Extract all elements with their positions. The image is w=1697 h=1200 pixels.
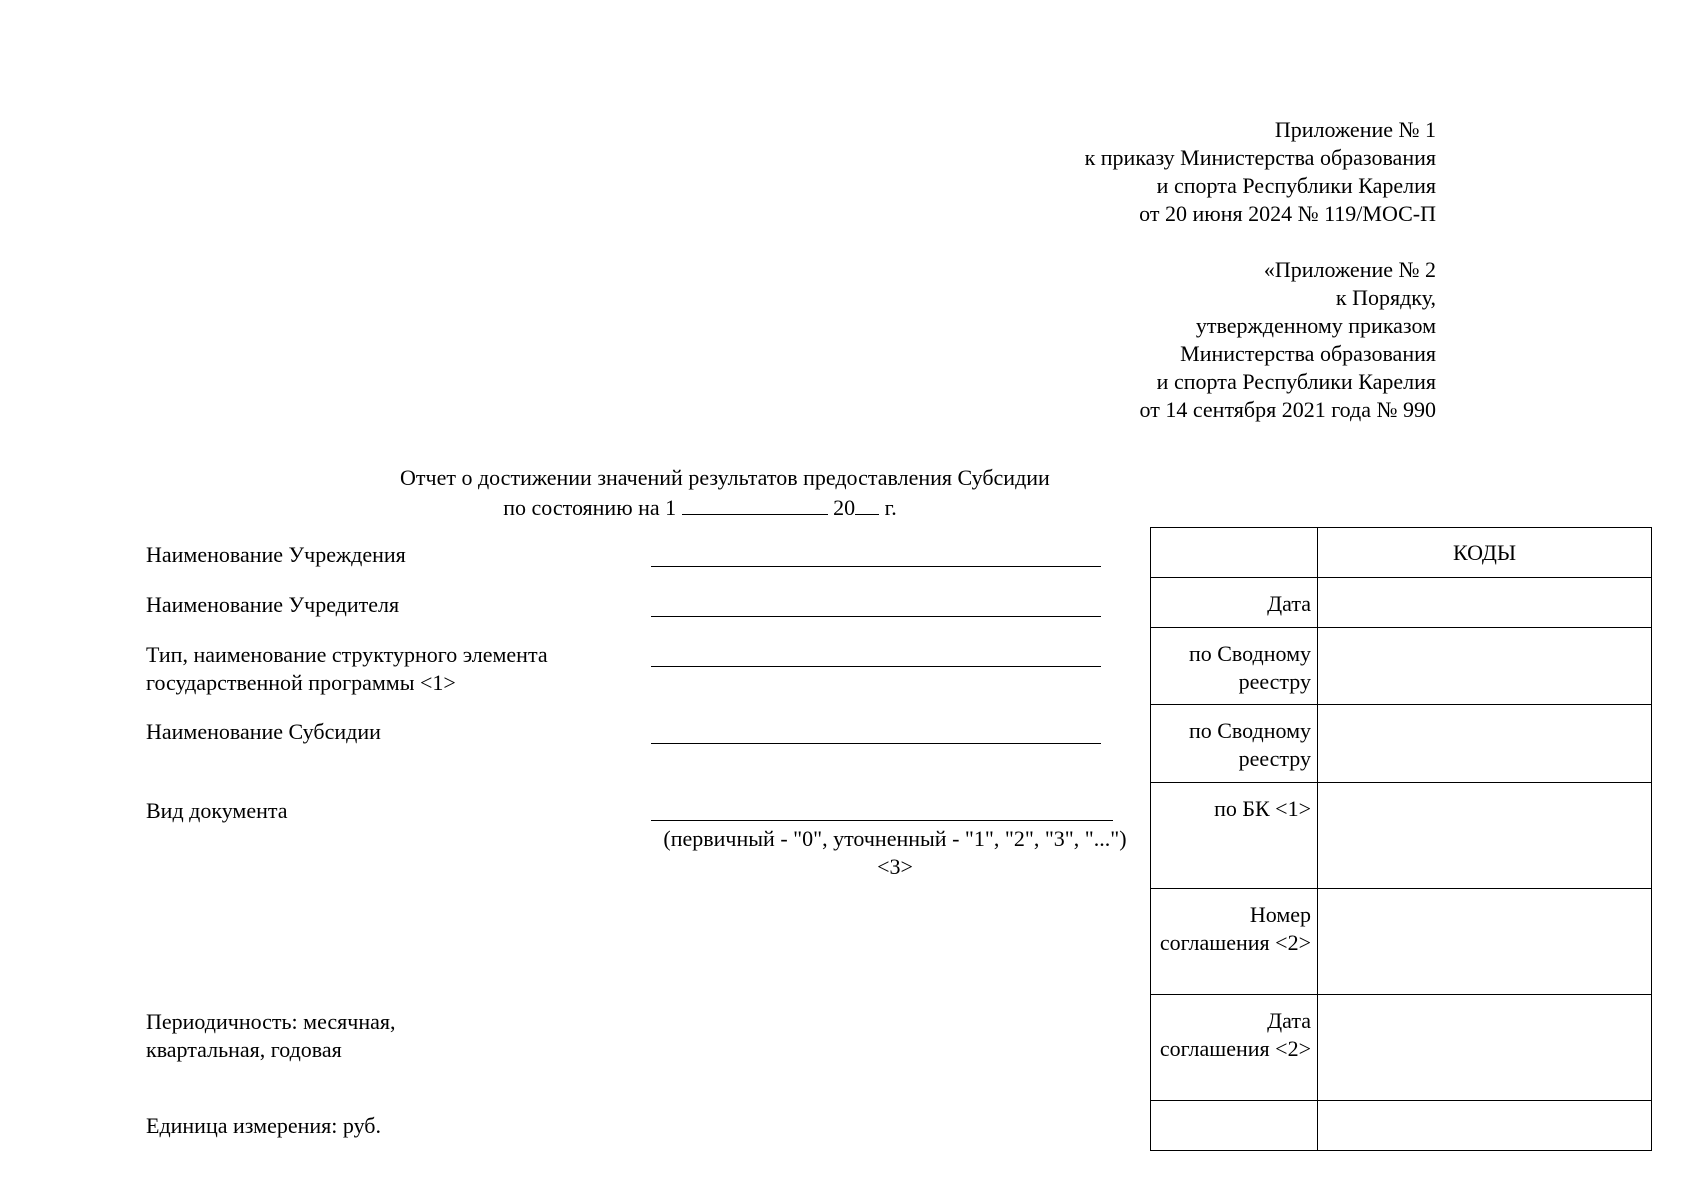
codes-row-value[interactable] <box>1318 705 1652 783</box>
appendix-2-line: от 14 сентября 2021 года № 990 <box>1139 397 1436 422</box>
codes-row-label: по БК <1> <box>1151 783 1318 889</box>
periodicity-label-line: Периодичность: месячная, <box>146 1009 396 1034</box>
appendix-1-line: и спорта Республики Карелия <box>1156 173 1436 198</box>
report-month-blank[interactable] <box>682 492 828 515</box>
codes-row <box>1151 995 1652 1101</box>
codes-row <box>1151 578 1652 628</box>
codes-header-blank <box>1151 528 1318 578</box>
report-date-suffix: г. <box>884 495 897 520</box>
appendix-1-header <box>1085 116 1436 228</box>
report-year-prefix: 20 <box>833 495 856 520</box>
codes-row-value[interactable] <box>1318 889 1652 995</box>
appendix-2-line: и спорта Республики Карелия <box>1156 369 1436 394</box>
codes-row <box>1151 705 1652 783</box>
codes-header: КОДЫ <box>1318 528 1652 578</box>
founder-field[interactable] <box>651 616 1101 617</box>
codes-row-label: Дата <box>1151 578 1318 628</box>
report-date-line <box>400 492 1000 522</box>
codes-row-label <box>1151 1101 1318 1151</box>
codes-table <box>1150 527 1652 1151</box>
subsidy-field[interactable] <box>651 743 1101 744</box>
codes-row-value[interactable] <box>1318 578 1652 628</box>
codes-row-label: по Сводному реестру <box>1151 628 1318 705</box>
codes-row-value[interactable] <box>1318 628 1652 705</box>
program-element-label-line: Тип, наименование структурного элемента <box>146 642 548 667</box>
program-element-label-line: государственной программы <1> <box>146 670 456 695</box>
codes-row-value[interactable] <box>1318 1101 1652 1151</box>
report-date-prefix: по состоянию на 1 <box>503 495 677 520</box>
codes-row <box>1151 628 1652 705</box>
codes-row <box>1151 889 1652 995</box>
appendix-1-line: от 20 июня 2024 № 119/МОС-П <box>1139 201 1436 226</box>
appendix-2-line: Министерства образования <box>1180 341 1436 366</box>
document-type-note: (первичный - "0", уточненный - "1", "2", "3", "...") <3> <box>663 826 1127 879</box>
report-title <box>400 464 1050 522</box>
institution-label: Наименование Учреждения <box>146 542 406 567</box>
appendix-2-header <box>1140 256 1436 424</box>
appendix-2-line: к Порядку, <box>1335 285 1436 310</box>
report-year-blank[interactable] <box>855 492 879 515</box>
codes-row-value[interactable] <box>1318 995 1652 1101</box>
appendix-2-line: утвержденному приказом <box>1195 313 1436 338</box>
codes-row <box>1151 1101 1652 1151</box>
program-element-field[interactable] <box>651 666 1101 667</box>
periodicity-label-line: квартальная, годовая <box>146 1037 342 1062</box>
codes-row-value[interactable] <box>1318 783 1652 889</box>
appendix-2-line: «Приложение № 2 <box>1263 257 1436 282</box>
appendix-1-line: к приказу Министерства образования <box>1084 145 1436 170</box>
program-element-label <box>146 641 646 697</box>
codes-header-row <box>1151 528 1652 578</box>
codes-row-label: Номер соглашения <2> <box>1151 889 1318 995</box>
periodicity-label <box>146 1008 646 1064</box>
unit-label: Единица измерения: руб. <box>146 1113 381 1138</box>
report-title-line: Отчет о достижении значений результатов предоставления Субсидии <box>400 465 1050 490</box>
codes-row-label: Дата соглашения <2> <box>1151 995 1318 1101</box>
document-type-label: Вид документа <box>146 798 288 823</box>
founder-label: Наименование Учредителя <box>146 592 400 617</box>
appendix-1-line: Приложение № 1 <box>1274 117 1436 142</box>
codes-row <box>1151 783 1652 889</box>
document-type-field[interactable] <box>651 820 1113 821</box>
codes-row-label: по Сводному реестру <box>1151 705 1318 783</box>
subsidy-label: Наименование Субсидии <box>146 719 381 744</box>
institution-field[interactable] <box>651 566 1101 567</box>
